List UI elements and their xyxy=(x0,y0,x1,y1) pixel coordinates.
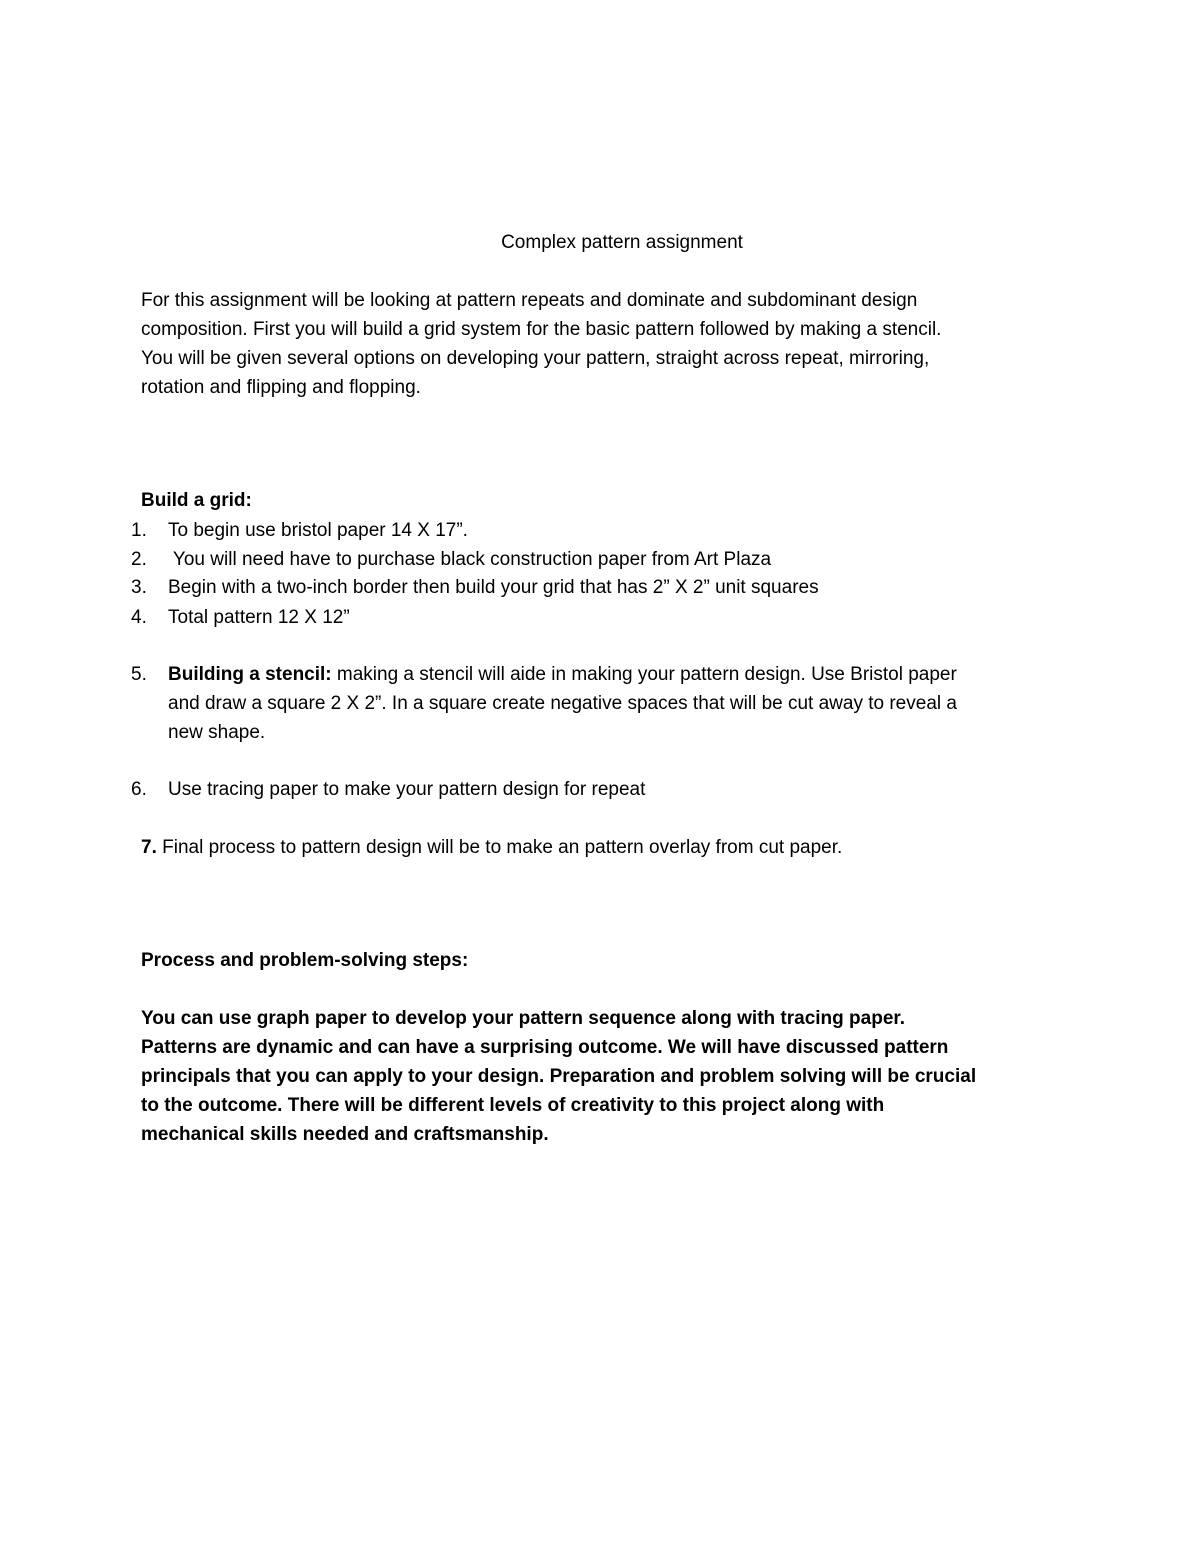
step-text: You will need have to purchase black construction paper from Art Plaza xyxy=(168,549,772,570)
step-number: 5. xyxy=(131,664,147,685)
process-line: mechanical skills needed and craftsmanship. xyxy=(141,1124,549,1145)
step-number: 4. xyxy=(131,607,147,628)
step-text: Final process to pattern design will be to make an pattern overlay from cut paper. xyxy=(156,837,843,858)
process-line: to the outcome. There will be different levels of creativity to this project along with xyxy=(141,1095,885,1116)
intro-line: rotation and flipping and flopping. xyxy=(141,377,421,398)
step-number: 1. xyxy=(131,520,147,541)
process-line: principals that you can apply to your design. Preparation and problem solving will be crucial xyxy=(141,1066,977,1087)
intro-line: You will be given several options on developing your pattern, straight across repeat, mirroring, xyxy=(141,348,930,369)
step-text: Begin with a two-inch border then build your grid that has 2” X 2” unit squares xyxy=(168,577,819,598)
step-text: Total pattern 12 X 12” xyxy=(168,607,350,628)
step-number: 6. xyxy=(131,779,147,800)
step-number: 3. xyxy=(131,577,147,598)
step-text: Use tracing paper to make your pattern design for repeat xyxy=(168,779,646,800)
step-number: 7. xyxy=(141,837,157,858)
build-grid-heading: Build a grid: xyxy=(141,490,252,511)
step-text: Building a stencil: making a stencil will aide in making your pattern design. Use Bristol paper and draw a square 2 X 2”. In a square create negative spaces that will be cut away to reveal a new shape. xyxy=(168,664,957,743)
step-number: 2. xyxy=(131,549,147,570)
step-7 xyxy=(141,833,1081,862)
intro-line: composition. First you will build a grid system for the basic pattern followed by making a stencil. xyxy=(141,319,942,340)
process-line: Patterns are dynamic and can have a surprising outcome. We will have discussed pattern xyxy=(141,1037,949,1058)
document-title: Complex pattern assignment xyxy=(501,232,743,253)
stencil-heading: Building a stencil: xyxy=(168,664,332,685)
process-paragraph xyxy=(141,1004,1061,1149)
step-text: To begin use bristol paper 14 X 17”. xyxy=(168,520,468,541)
process-line: You can use graph paper to develop your pattern sequence along with tracing paper. xyxy=(141,1008,906,1029)
process-heading: Process and problem-solving steps: xyxy=(141,950,469,971)
intro-paragraph xyxy=(141,286,1061,402)
intro-line: For this assignment will be looking at pattern repeats and dominate and subdominant design xyxy=(141,290,918,311)
